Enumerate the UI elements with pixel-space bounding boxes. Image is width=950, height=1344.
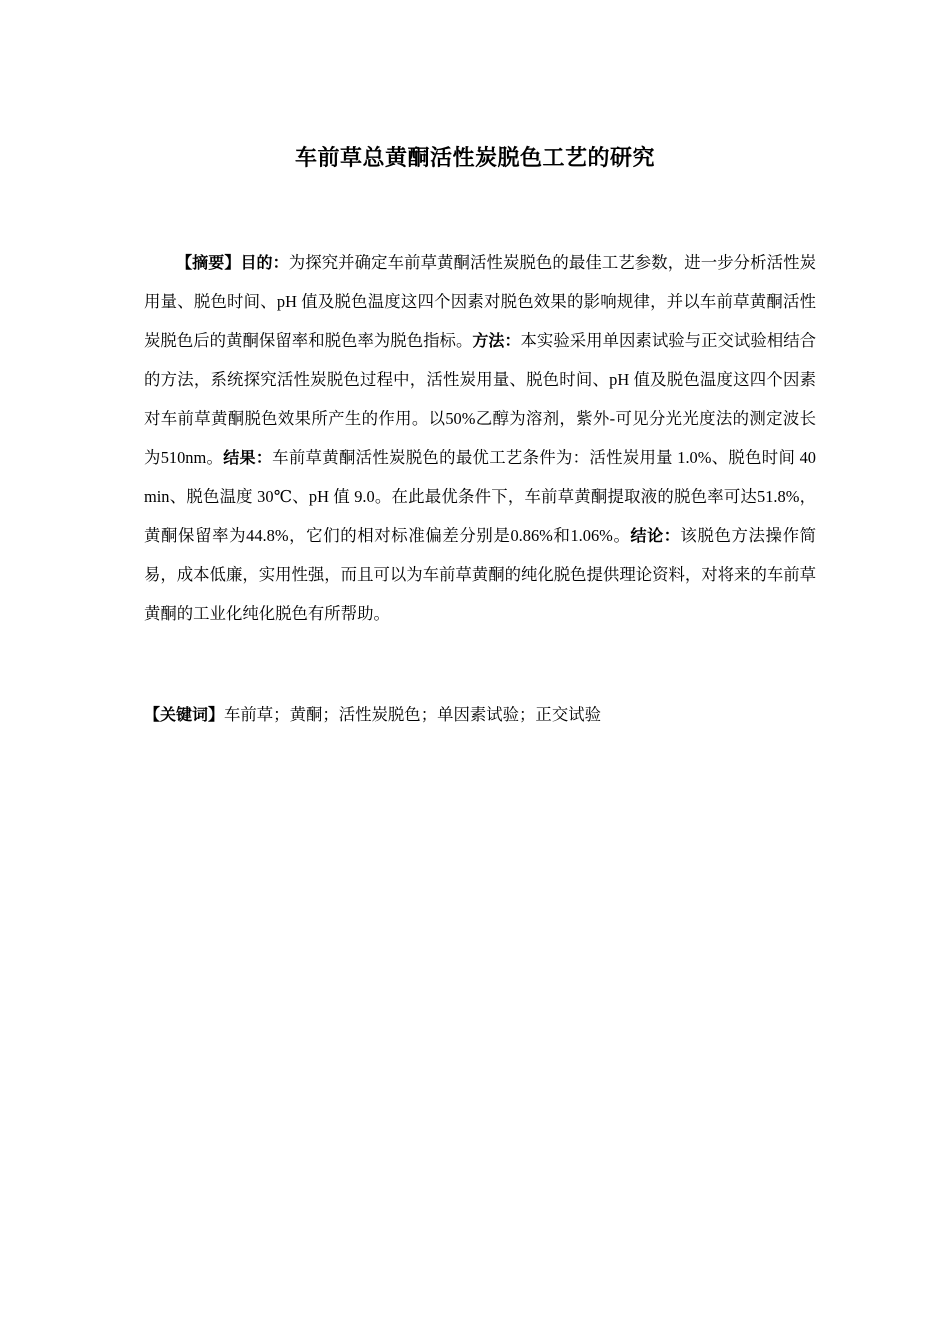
conclusion-text: 该脱色方法操作简易，成本低廉，实用性强，而且可以为车前草黄酮的纯化脱色提供理论资料，对将来的车前草黄酮的工业化纯化脱色有所帮助。: [144, 526, 817, 623]
purpose-label: 目的：: [240, 253, 289, 272]
result-text: 车前草黄酮活性炭脱色的最优工艺条件为：活性炭用量 1.0%、脱色时间 40 min、脱色温度 30℃、pH 值 9.0。在此最优条件下，车前草黄酮提取液的脱色率可达51.8%，黄酮保留率为44.8%，它们的相对标准偏差分别是0.86%和1.06%。: [144, 448, 816, 545]
method-text: 本实验采用单因素试验与正交试验相结合的方法，系统探究活性炭脱色过程中，活性炭用量、脱色时间、pH 值及脱色温度这四个因素对车前草黄酮脱色效果所产生的作用。以50%乙醇为溶剂，紫外-可见分光光度法的测定波长为510nm。: [144, 331, 816, 467]
abstract-paragraph: [144, 243, 816, 633]
result-label: 结果：: [223, 448, 273, 467]
abstract-heading: 【摘要】: [176, 253, 241, 272]
page-title: 车前草总黄酮活性炭脱色工艺的研究: [294, 145, 655, 171]
keywords-line: [144, 695, 816, 734]
conclusion-label: 结论：: [630, 526, 681, 545]
keywords-label: 【关键词】: [144, 705, 225, 724]
purpose-text: 为探究并确定车前草黄酮活性炭脱色的最佳工艺参数，进一步分析活性炭用量、脱色时间、pH 值及脱色温度这四个因素对脱色效果的影响规律，并以车前草黄酮活性炭脱色后的黄酮保留率和脱色率为脱色指标。: [144, 253, 816, 350]
method-label: 方法：: [472, 331, 521, 350]
keywords-text: 车前草；黄酮；活性炭脱色；单因素试验；正交试验: [224, 705, 601, 724]
